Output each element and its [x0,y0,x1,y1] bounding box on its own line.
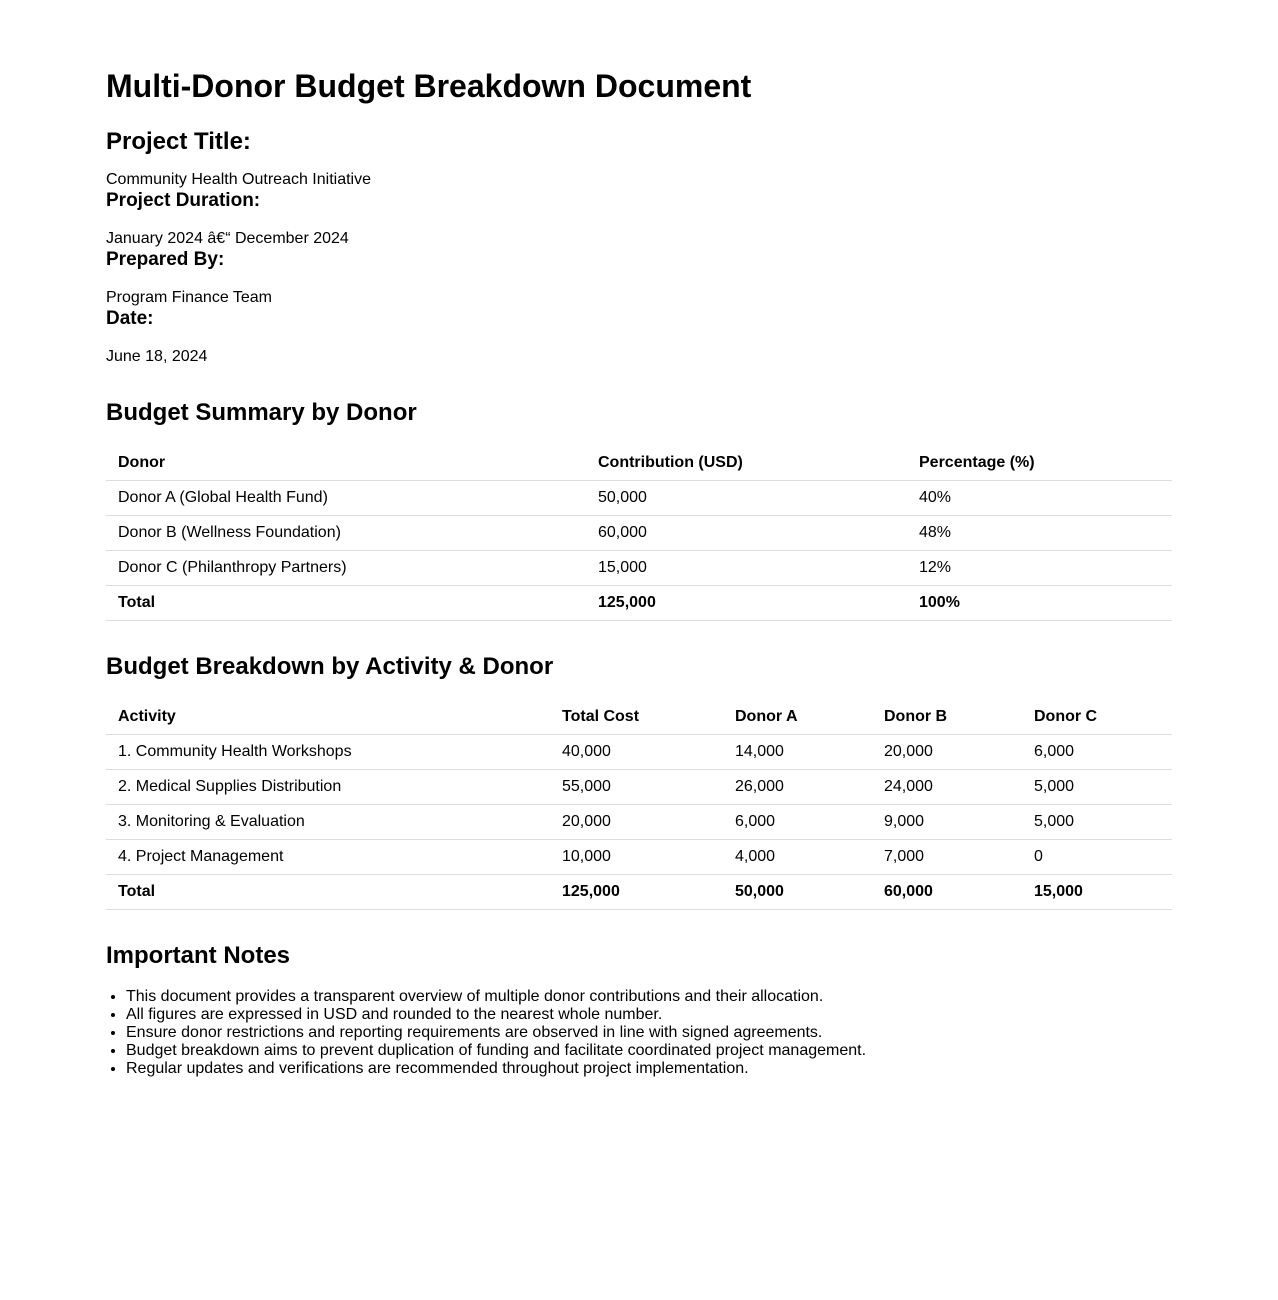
list-item: • Regular updates and verifications are recommended throughout project implementation. [126,1060,1172,1078]
table-header-row [106,699,1172,735]
important-notes-heading: Important Notes [106,942,291,969]
donor-b-cell: 7,000 [872,840,1022,875]
total-label-cell: Total [106,586,586,621]
total-contribution-cell: 125,000 [586,586,907,621]
column-header-donor-c: Donor C [1022,699,1172,735]
total-percentage-cell: 100% [907,586,1172,621]
donor-c-cell: 0 [1022,840,1172,875]
donor-b-cell: 9,000 [872,805,1022,840]
contribution-cell: 50,000 [586,481,907,516]
percentage-cell: 40% [907,481,1172,516]
date-value: June 18, 2024 [106,348,208,365]
table-header-row [106,445,1172,481]
contribution-cell: 60,000 [586,516,907,551]
notes-list [106,988,1172,1078]
donor-b-cell: 20,000 [872,735,1022,770]
budget-breakdown-heading: Budget Breakdown by Activity & Donor [106,653,554,680]
table-row [106,840,1172,875]
table-row [106,551,1172,586]
column-header-total-cost: Total Cost [550,699,723,735]
total-cost-cell: 40,000 [550,735,723,770]
list-item: • This document provides a transparent overview of multiple donor contributions and their allocation. [126,988,1172,1006]
budget-summary-heading: Budget Summary by Donor [106,399,417,426]
donor-c-cell: 5,000 [1022,770,1172,805]
percentage-cell: 12% [907,551,1172,586]
column-header-contribution: Contribution (USD) [586,445,907,481]
project-title-label: Project Title: [106,128,251,155]
total-label-cell: Total [106,875,550,910]
prepared-by-label: Prepared By: [106,249,225,270]
total-cost-cell: 20,000 [550,805,723,840]
column-header-percentage: Percentage (%) [907,445,1172,481]
donor-b-cell: 24,000 [872,770,1022,805]
table-total-row [106,586,1172,621]
donor-cell: Donor A (Global Health Fund) [106,481,586,516]
column-header-donor: Donor [106,445,586,481]
donor-a-cell: 26,000 [723,770,872,805]
list-item: • Budget breakdown aims to prevent duplication of funding and facilitate coordinated project management. [126,1042,1172,1060]
donor-a-cell: 14,000 [723,735,872,770]
budget-breakdown-table [106,699,1172,910]
table-row [106,735,1172,770]
list-item: • All figures are expressed in USD and rounded to the nearest whole number. [126,1006,1172,1024]
total-cost-cell: 10,000 [550,840,723,875]
column-header-donor-b: Donor B [872,699,1022,735]
donor-a-cell: 6,000 [723,805,872,840]
donor-b-total-cell: 60,000 [872,875,1022,910]
prepared-by-value: Program Finance Team [106,289,272,306]
project-meta [106,128,1172,367]
table-row [106,805,1172,840]
total-cost-total-cell: 125,000 [550,875,723,910]
list-item: • Ensure donor restrictions and reporting requirements are observed in line with signed agreements. [126,1024,1172,1042]
activity-cell: 1. Community Health Workshops [106,735,550,770]
date-label: Date: [106,308,154,329]
project-title-value: Community Health Outreach Initiative [106,171,371,188]
project-duration-label: Project Duration: [106,190,261,211]
activity-cell: 2. Medical Supplies Distribution [106,770,550,805]
donor-cell: Donor B (Wellness Foundation) [106,516,586,551]
donor-c-total-cell: 15,000 [1022,875,1172,910]
total-cost-cell: 55,000 [550,770,723,805]
column-header-activity: Activity [106,699,550,735]
activity-cell: 3. Monitoring & Evaluation [106,805,550,840]
table-row [106,770,1172,805]
donor-c-cell: 6,000 [1022,735,1172,770]
contribution-cell: 15,000 [586,551,907,586]
donor-a-total-cell: 50,000 [723,875,872,910]
table-total-row [106,875,1172,910]
column-header-donor-a: Donor A [723,699,872,735]
document-title: Multi-Donor Budget Breakdown Document [106,68,752,104]
table-row [106,516,1172,551]
activity-cell: 4. Project Management [106,840,550,875]
percentage-cell: 48% [907,516,1172,551]
donor-a-cell: 4,000 [723,840,872,875]
donor-c-cell: 5,000 [1022,805,1172,840]
project-duration-value: January 2024 â€“ December 2024 [106,230,349,247]
donor-cell: Donor C (Philanthropy Partners) [106,551,586,586]
budget-summary-table [106,445,1172,621]
table-row [106,481,1172,516]
